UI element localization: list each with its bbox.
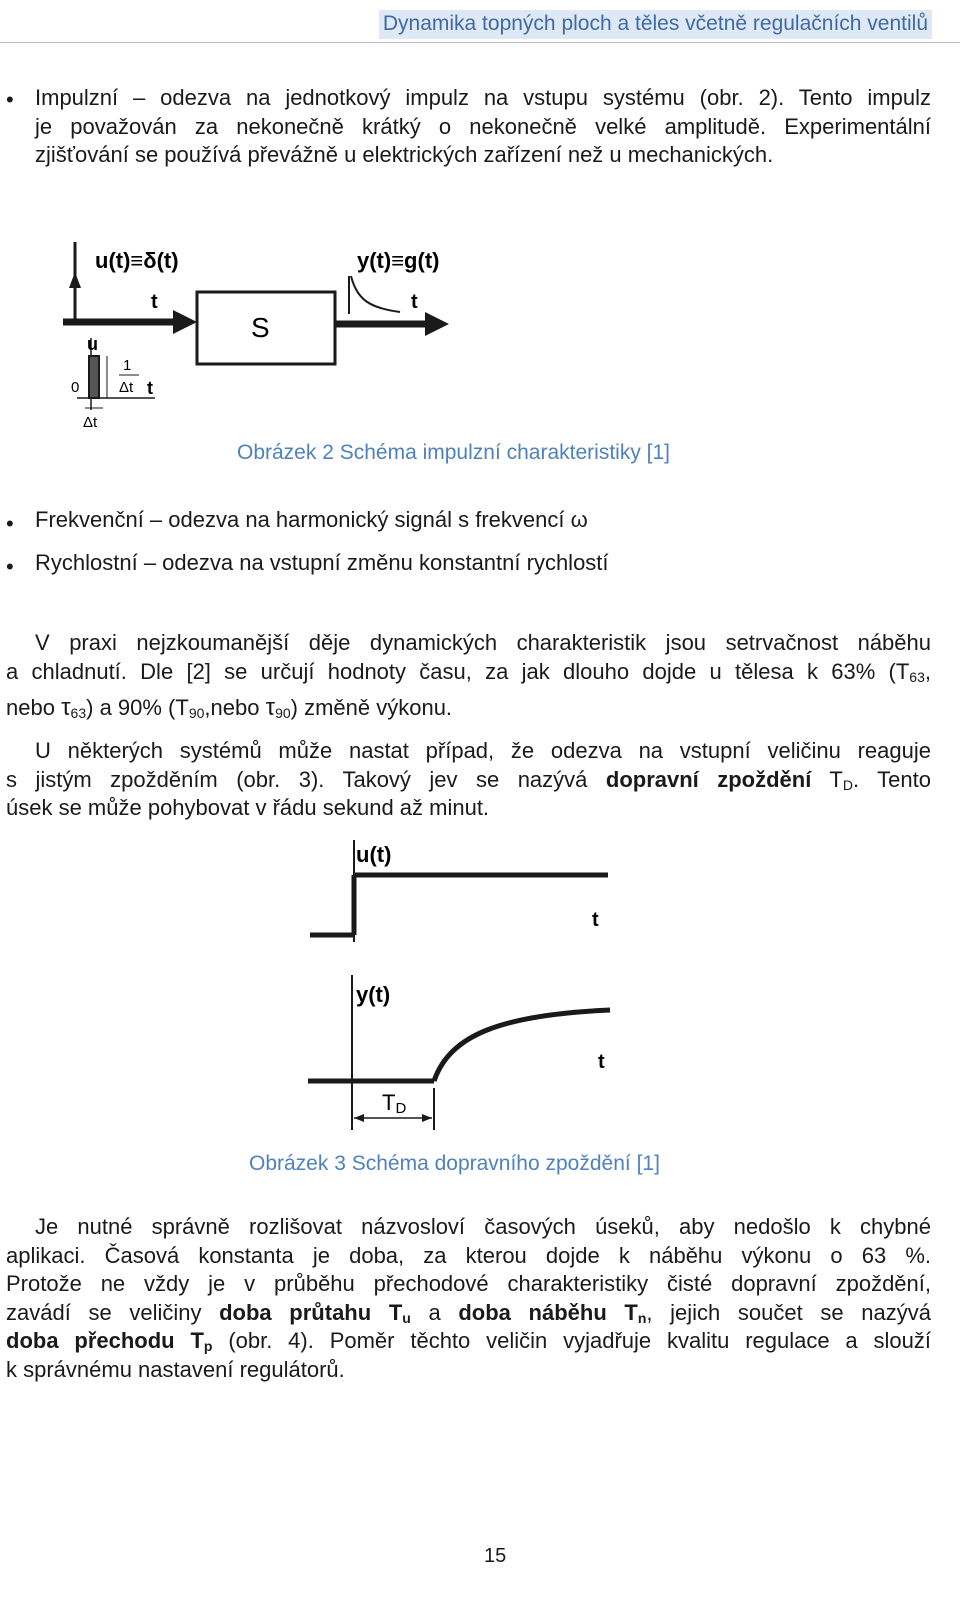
zero-label: 0 <box>71 379 80 396</box>
t-label: t <box>411 291 418 313</box>
header-rule <box>0 42 960 43</box>
td-arrow-right <box>422 1114 432 1122</box>
t-label: t <box>151 291 158 313</box>
y-label: y(t) <box>356 982 391 1007</box>
bold-term: dopravní zpoždění <box>605 766 812 792</box>
text-line <box>6 694 931 723</box>
td-subscript: D <box>395 1100 407 1117</box>
input-arrowhead <box>173 310 197 334</box>
subscript: 63 <box>909 668 925 685</box>
text-line: k správnému nastavení regulátorů. <box>6 1356 345 1382</box>
text-span: a chladnutí. Dle [2] se určují hodnoty času, za jak dlouho dojde u tělesa k 63% (T <box>6 658 910 684</box>
subscript: n <box>637 1309 647 1326</box>
figure2-caption: Obrázek 2 Schéma impulzní charakteristiky [1] <box>237 441 671 464</box>
text-span: . Tento <box>852 766 931 792</box>
decay-curve <box>351 276 400 312</box>
subscript: 90 <box>188 705 205 721</box>
bullet-icon: • <box>6 511 14 536</box>
text-line <box>6 766 931 795</box>
td-letter: T <box>382 1090 396 1115</box>
impulse-arrowhead <box>69 272 81 288</box>
subscript: p <box>203 1338 213 1354</box>
bold-term: doba náběhu T <box>458 1299 638 1325</box>
text-span: s jistým zpožděním (obr. 3). Takový jev se nazývá <box>6 766 606 792</box>
text-line: Je nutné správně rozlišovat názvosloví časových úseků, aby nedošlo k chybné <box>35 1214 931 1239</box>
text-line <box>6 1327 931 1356</box>
page-number: 15 <box>484 1545 507 1567</box>
figure3-caption: Obrázek 3 Schéma dopravního zpoždění [1] <box>249 1152 660 1175</box>
bullet-icon: • <box>6 87 14 112</box>
text-span: zavádí se veličiny <box>6 1299 220 1325</box>
dt-label: Δt <box>119 379 134 396</box>
block-label: S <box>251 312 270 343</box>
t-label: t <box>592 909 599 931</box>
inset-pulse <box>89 356 99 398</box>
text-line: je považován za nekonečně krátký o nekonečně velké amplitudě. Experimentální <box>35 113 931 139</box>
output-label: y(t)≡g(t) <box>357 248 440 273</box>
u-label: u <box>87 334 98 354</box>
text-span: T <box>811 766 843 792</box>
text-line: úsek se může pohybovat v řádu sekund až minut. <box>6 795 490 820</box>
text-line: zjišťování se používá převážně u elektrických zařízení než u mechanických. <box>35 142 774 167</box>
text-line: V praxi nejzkoumanější děje dynamických charakteristik jsou setrvačnost náběhu <box>35 630 931 655</box>
bullet-icon: • <box>6 554 14 579</box>
td-label <box>382 1090 406 1117</box>
subscript: 90 <box>275 705 291 721</box>
text-line <box>6 658 931 687</box>
input-label: u(t)≡δ(t) <box>95 248 179 273</box>
text-span: ) změně výkonu. <box>290 695 453 720</box>
figure-transport-delay-diagram <box>300 830 630 1135</box>
tau-symbol: τ <box>61 694 71 721</box>
subscript: u <box>402 1309 411 1326</box>
y-response-curve <box>434 1010 610 1081</box>
one-label: 1 <box>123 357 132 374</box>
text-span: , <box>924 658 931 684</box>
text-span: (obr. 4). Poměr těchto veličin vyjadřuje kvalitu regulace a slouží <box>212 1328 931 1353</box>
output-arrowhead <box>425 312 449 336</box>
bullet-velocity: Rychlostní – odezva na vstupní změnu konstantní rychlostí <box>35 550 609 575</box>
bullet-frequency: Frekvenční – odezva na harmonický signál s frekvencí ω <box>35 507 588 532</box>
text-line: aplikaci. Časová konstanta je doba, za kterou dojde k náběhu výkonu o 63 %. <box>6 1242 931 1268</box>
text-span: ,nebo <box>204 695 266 720</box>
text-span: ) a 90% (T <box>86 695 189 720</box>
text-line: Impulzní – odezva na jednotkový impulz na vstupu systému (obr. 2). Tento impulz <box>35 85 931 110</box>
t-label: t <box>147 378 153 398</box>
paragraph-inertia <box>6 629 931 723</box>
t-label: t <box>598 1051 605 1073</box>
dt-label: Δt <box>83 414 98 431</box>
text-line: Protože ne vždy je v průběhu přechodové charakteristiky čisté dopravní zpoždění, <box>6 1271 931 1296</box>
text-span: , jejich součet se nazývá <box>646 1299 931 1325</box>
td-arrow-left <box>354 1114 364 1122</box>
bullet-impulse <box>35 84 931 170</box>
paragraph-transport-delay <box>6 737 931 823</box>
paragraph-time-sections <box>6 1213 931 1384</box>
tau-symbol: τ <box>265 694 276 721</box>
u-label: u(t) <box>356 842 392 867</box>
text-span: nebo <box>6 695 62 720</box>
figure-impulse-diagram <box>55 230 475 435</box>
text-line: U některých systémů může nastat případ, že odezva na vstupní veličinu reaguje <box>35 738 931 763</box>
bold-term: doba průtahu T <box>219 1299 403 1325</box>
running-header: Dynamika topných ploch a těles včetně regulačních ventilů <box>379 10 932 39</box>
subscript: D <box>842 776 853 793</box>
text-span: a <box>410 1299 459 1325</box>
bold-term: doba přechodu T <box>6 1328 204 1353</box>
text-line <box>6 1299 931 1328</box>
subscript: 63 <box>70 705 87 721</box>
